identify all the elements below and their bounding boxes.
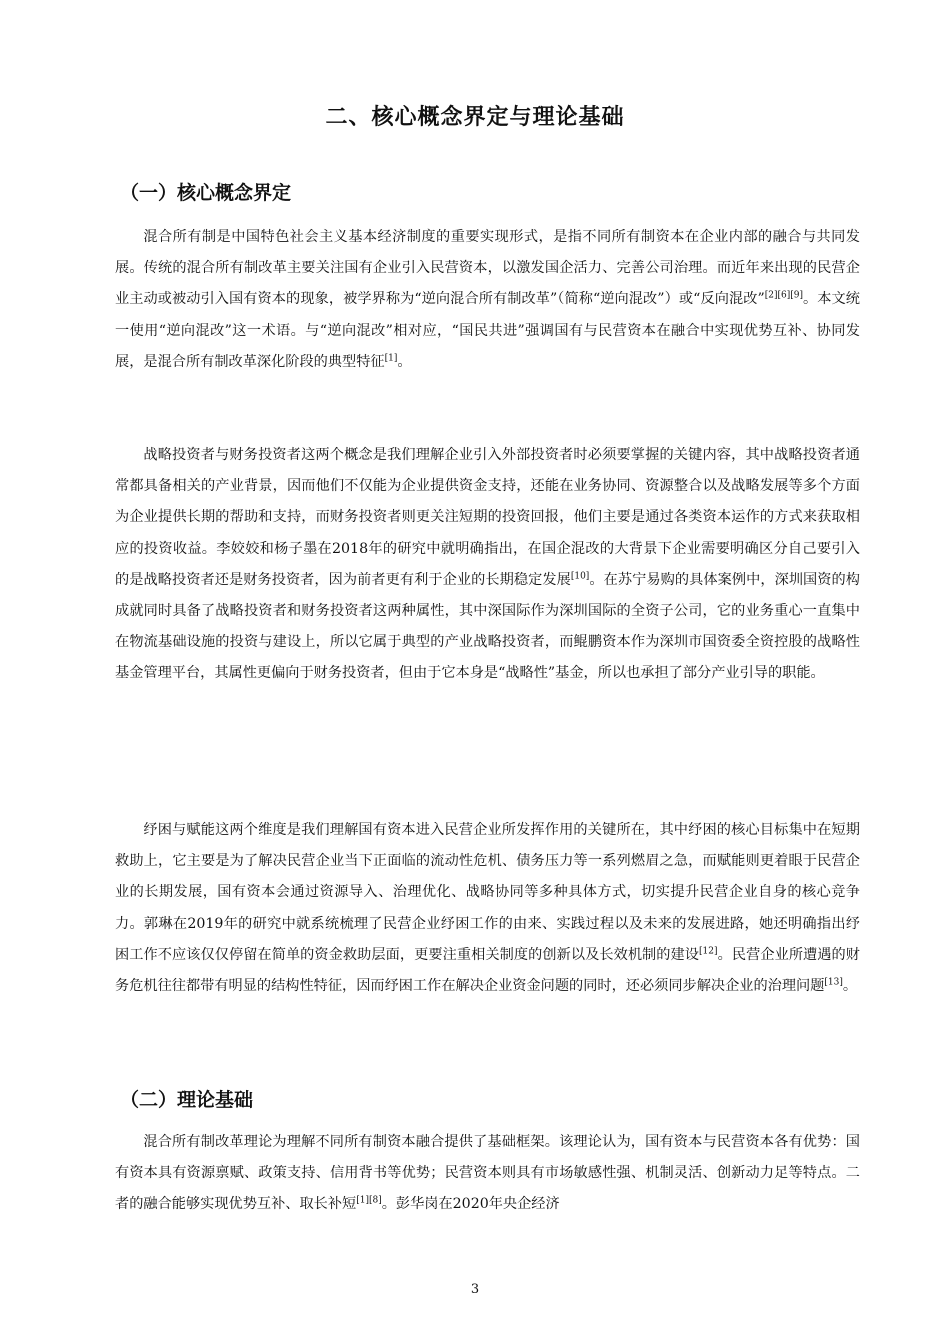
paragraph-text: 混合所有制改革理论为理解不同所有制资本融合提供了基础框架。该理论认为，国有资本与民营资本各有优势：国有资本具有资源禀赋、政策支持、信用背书等优势；民营资本则具有市场敏感性强、机制灵活、创新动力足等特点。二者的融合能够实现优势互补、取长补短 (115, 1134, 860, 1213)
citation-ref: [12] (699, 946, 718, 957)
section-title-core-concepts: （一）核心概念界定 (120, 182, 292, 204)
paragraph-mixed-ownership-theory (115, 1127, 860, 1221)
paragraph-investors (115, 440, 860, 690)
paragraph-text: 混合所有制是中国特色社会主义基本经济制度的重要实现形式，是指不同所有制资本在企业内部的融合与共同发展。传统的混合所有制改革主要关注国有企业引入民营资本，以激发国企活力、完善公司治理。而近年来出现的民营企业主动或被动引入国有资本的现象，被学界称为“逆向混合所有制改革”（简称“逆向混改”）或“反向混改” (115, 229, 860, 308)
citation-ref: [1][8] (356, 1195, 382, 1206)
paragraph-text: 战略投资者与财务投资者这两个概念是我们理解企业引入外部投资者时必须要掌握的关键内容，其中战略投资者通常都具备相关的产业背景，因而他们不仅能为企业提供资金支持，还能在业务协同、资源整合以及战略发展等多个方面为企业提供长期的帮助和支持，而财务投资者则更关注短期的投资回报，他们主要是通过各类资本运作的方式来获取相应的投资收益。李姣姣和杨子墨在2018年的研究中就明确指出，在国企混改的大背景下企业需要明确区分自己要引入的是战略投资者还是财务投资者，因为前者更有利于企业的长期稳定发展 (115, 447, 860, 588)
paragraph-text: 。 (397, 353, 412, 370)
paragraph-relief-empowerment (115, 815, 860, 1002)
paragraph-text: 纾困与赋能这两个维度是我们理解国有资本进入民营企业所发挥作用的关键所在，其中纾困的核心目标集中在短期救助上，它主要是为了解决民营企业当下正面临的流动性危机、债务压力等一系列燃眉之急，而赋能则更着眼于民营企业的长期发展，国有资本会通过资源导入、治理优化、战略协同等多种具体方式，切实提升民营企业自身的核心竞争力。郭琳在2019年的研究中就系统梳理了民营企业纾困工作的由来、实践过程以及未来的发展进路，她还明确指出纾困工作不应该仅仅停留在简单的资金救助层面，更要注重相关制度的创新以及长效机制的建设 (115, 822, 860, 963)
citation-ref: [1] (384, 353, 398, 364)
paragraph-text: 。民营企业所遭遇的财务危机往往都带有明显的结构性特征，因而纾困工作在解决企业资金问题的同时，还必须同步解决企业的治理问题 (115, 946, 860, 995)
citation-ref: [10] (570, 571, 590, 582)
paragraph-text: 。彭华岗在2020年央企经济 (381, 1196, 560, 1213)
chapter-title: 二、核心概念界定与理论基础 (325, 105, 625, 130)
paragraph-text: 。本文统一使用“逆向混改”这一术语。与“逆向混改”相对应，“国民共进”强调国有与民营资本在融合中实现优势互补、协同发展，是混合所有制改革深化阶段的典型特征 (115, 291, 860, 370)
citation-ref: [2][6][9] (764, 290, 803, 301)
paragraph-text: 。 (842, 978, 858, 995)
citation-ref: [13] (824, 977, 843, 988)
paragraph-mixed-ownership (115, 222, 860, 378)
section-title-theory: （二）理论基础 (120, 1089, 254, 1111)
page-number: 3 (470, 1282, 480, 1297)
paragraph-text: 。在苏宁易购的具体案例中，深圳国资的构成就同时具备了战略投资者和财务投资者这两种属性，其中深国际作为深圳国际的全资子公司，它的业务重心一直集中在物流基础设施的投资与建设上，所以它属于典型的产业战略投资者，而鲲鹏资本作为深圳市国资委全资控股的战略性基金管理平台，其属性更偏向于财务投资者，但由于它本身是“战略性”基金，所以也承担了部分产业引导的职能。 (115, 571, 860, 682)
